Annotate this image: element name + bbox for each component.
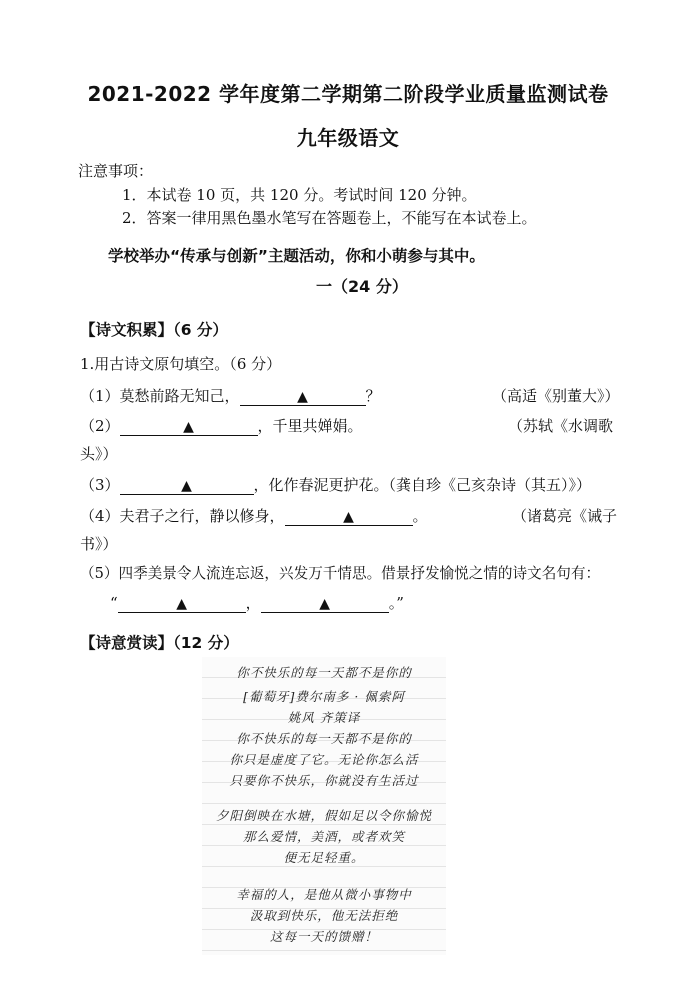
fill-line-2-post: ，千里共婵娟。 [257, 417, 363, 435]
fill-line-2-source: （苏轼《水调歌 [508, 417, 614, 435]
poem-line: 便无足轻重。 [283, 850, 365, 865]
fill-line-4-pre: （4）夫君子之行，静以修身， [80, 507, 285, 525]
notice-heading: 注意事项： [78, 162, 154, 180]
poem-line: 这每一天的馈赠！ [269, 929, 378, 944]
fill-line-4-post: 。 [412, 507, 428, 525]
question-1-stem: 1.用古诗文原句填空。（6 分） [80, 355, 282, 373]
fill-line-1 [80, 385, 381, 406]
answer-blank-4[interactable] [285, 508, 413, 526]
triangle-marker-icon: ▲ [343, 509, 354, 525]
poem-line: 汲取到快乐，他无法拒绝 [249, 908, 399, 923]
fill-line-3 [80, 474, 591, 495]
comma: ， [245, 594, 261, 612]
fill-line-1-source: （高适《别董大》） [492, 387, 620, 405]
section-heading-poetry-appreciation: 【诗意赏读】（12 分） [80, 634, 239, 652]
section-heading-poetry-accumulation: 【诗文积累】（6 分） [80, 321, 228, 339]
poem-line: 幸福的人，是他从微小事物中 [236, 887, 412, 902]
fill-line-2-source-cont: 头》） [80, 445, 118, 463]
answer-blank-3[interactable] [120, 477, 254, 495]
fill-line-3-pre: （3） [80, 476, 120, 494]
triangle-marker-icon: ▲ [181, 478, 192, 494]
triangle-marker-icon: ▲ [183, 419, 194, 435]
fill-line-3-post: ，化作春泥更护花。（龚自珍《己亥杂诗（其五）》） [253, 476, 592, 494]
fill-line-2-pre: （2） [80, 417, 120, 435]
triangle-marker-icon: ▲ [319, 596, 331, 612]
triangle-marker-icon: ▲ [297, 389, 308, 405]
answer-blank-2[interactable] [120, 418, 258, 436]
triangle-marker-icon: ▲ [176, 596, 188, 612]
fill-line-5-answers [110, 592, 404, 613]
fill-line-4-source: （诸葛亮《诫子 [512, 507, 618, 525]
poem-line: 你不快乐的每一天都不是你的 [236, 731, 412, 746]
poem-translators: 姚风 齐策译 [287, 710, 361, 725]
poem-line: 你只是虚度了它。无论你怎么活 [229, 752, 419, 767]
fill-line-2 [80, 415, 363, 436]
poem-line: 只要你不快乐，你就没有生活过 [229, 773, 419, 788]
fill-line-4 [80, 505, 428, 526]
intro-text: 学校举办“传承与创新”主题活动，你和小萌参与其中。 [108, 247, 485, 265]
notice-item-2: 2．答案一律用黑色墨水笔写在答题卷上，不能写在本试卷上。 [122, 209, 537, 227]
poem-image [202, 657, 446, 955]
poem-line: 夕阳倒映在水塘，假如足以令你愉悦 [215, 808, 432, 823]
exam-subject: 九年级语文 [296, 126, 400, 150]
open-quote: “ [110, 594, 118, 612]
close-quote: 。” [388, 594, 404, 612]
poem-line: 那么爱情，美酒，或者欢笑 [242, 829, 405, 844]
poem-author: [葡萄牙]费尔南多 · 佩索阿 [243, 689, 405, 704]
part-heading: 一（24 分） [316, 277, 408, 296]
poem-title: 你不快乐的每一天都不是你的 [236, 665, 412, 680]
fill-line-1-pre: （1）莫愁前路无知己， [80, 387, 240, 405]
answer-blank-6[interactable] [261, 595, 389, 613]
exam-title: 2021-2022 学年度第二学期第二阶段学业质量监测试卷 [87, 82, 609, 106]
fill-line-5-stem: （5）四季美景令人流连忘返，兴发万千情思。借景抒发愉悦之情的诗文名句有： [80, 565, 601, 582]
answer-blank-5[interactable] [118, 595, 246, 613]
notice-item-1: 1．本试卷 10 页，共 120 分。考试时间 120 分钟。 [122, 186, 477, 204]
fill-line-1-post: ？ [365, 387, 381, 405]
answer-blank-1[interactable] [240, 388, 366, 406]
fill-line-4-source-cont: 书》） [80, 535, 118, 553]
